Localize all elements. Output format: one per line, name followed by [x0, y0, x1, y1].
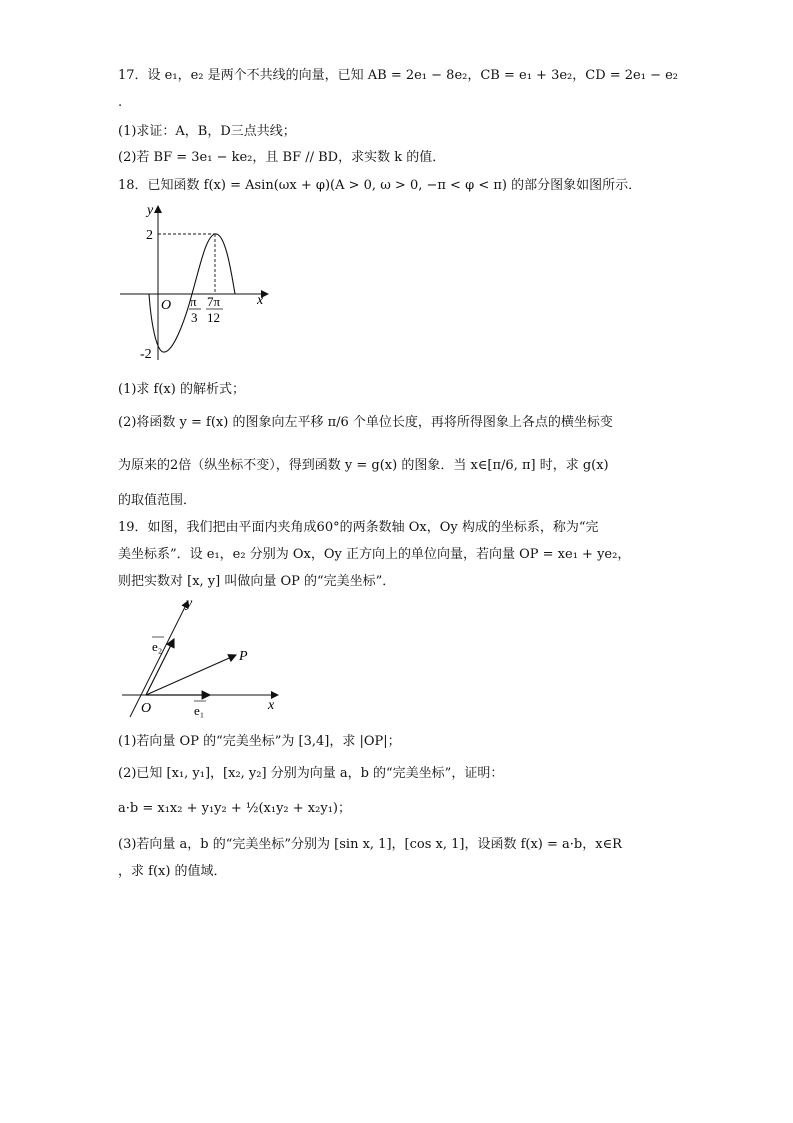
q19-stem-line2: 美坐标系”．设 e₁，e₂ 分别为 Ox，Oy 正方向上的单位向量，若向量 OP = xe₁ + ye₂，: [118, 547, 631, 562]
q19-y-axis-label: y: [186, 596, 193, 611]
q19-part3-line1: (3)若向量 a，b 的“完美坐标”分别为 [sin x, 1]，[cos x, 1]，设函数 f(x) = a·b，x∈R: [118, 837, 622, 852]
q19-part2-line1: (2)已知 [x₁, y₁]，[x₂, y₂] 分别为向量 a，b 的“完美坐标”，证明：: [118, 766, 504, 781]
q19-part3-line2: ，求 f(x) 的值域．: [118, 864, 227, 879]
q17-stem-line2: .: [118, 95, 123, 110]
q18-tick1-denominator: 3: [191, 310, 198, 325]
q17-part1: (1)求证：A，B，D三点共线；: [118, 124, 296, 139]
q18-y-max-label: 2: [146, 228, 153, 243]
q18-part2-line3: 的取值范围．: [118, 493, 197, 508]
q18-origin-label: O: [161, 298, 172, 313]
q19-oblique-coordinate-figure: [118, 593, 288, 723]
q18-tick2-denominator: 12: [207, 310, 220, 325]
q18-y-axis-label: y: [147, 203, 154, 218]
q18-part2-line1: (2)将函数 y = f(x) 的图象向左平移 π/6 个单位长度，再将所得图象上各点的横坐标变: [118, 415, 613, 430]
q17-stem-line1: 17．设 e₁，e₂ 是两个不共线的向量，已知 AB = 2e₁ − 8e₂，CB = e₁ + 3e₂，CD = 2e₁ − e₂: [118, 68, 679, 83]
q19-e2-label: e₂: [152, 639, 163, 654]
q18-stem: 18．已知函数 f(x) = Asin(ωx + φ)(A > 0, ω > 0, −π < φ < π) 的部分图象如图所示．: [118, 178, 642, 193]
q19-part1: (1)若向量 OP 的“完美坐标”为 [3,4]，求 |OP|；: [118, 734, 401, 749]
q19-x-axis-label: x: [268, 698, 275, 713]
q19-y-axis: [130, 601, 188, 717]
q18-sine-curve: [149, 234, 235, 352]
q19-origin-label: O: [141, 701, 152, 716]
q18-sine-graph: [118, 200, 278, 365]
q19-e1-label: e₁: [194, 703, 205, 718]
q18-y-min-label: -2: [140, 347, 152, 362]
q19-stem-line1: 19．如图，我们把由平面内夹角成60°的两条数轴 Ox，Oy 构成的坐标系，称为“完: [118, 520, 599, 535]
q19-op-vector: [146, 655, 236, 695]
q19-stem-line3: 则把实数对 [x, y] 叫做向量 OP 的“完美坐标”．: [118, 574, 396, 589]
q19-part2-line2: a·b = x₁x₂ + y₁y₂ + ½(x₁y₂ + x₂y₁)；: [118, 801, 351, 816]
q18-tick2-numerator: 7π: [207, 294, 221, 309]
q19-point-p-label: P: [239, 649, 248, 664]
q18-tick1-numerator: π: [190, 294, 197, 309]
q18-x-axis-label: x: [257, 293, 264, 308]
q17-part2: (2)若 BF = 3e₁ − ke₂，且 BF // BD，求实数 k 的值．: [118, 150, 446, 165]
q18-part1: (1)求 f(x) 的解析式；: [118, 382, 245, 397]
q18-part2-line2: 为原来的2倍（纵坐标不变），得到函数 y = g(x) 的图象．当 x∈[π/6, π] 时，求 g(x): [118, 458, 609, 473]
